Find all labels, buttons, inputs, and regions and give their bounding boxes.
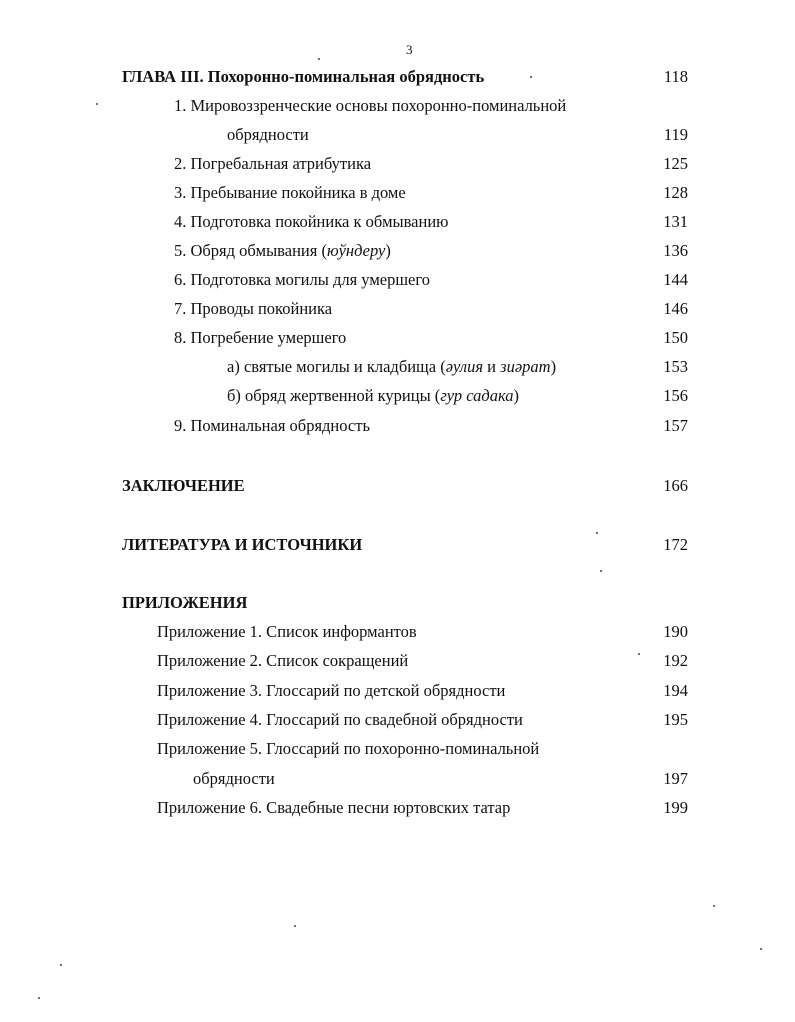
appendix-2: Приложение 2. Список сокращений xyxy=(157,651,409,670)
scan-speck xyxy=(60,964,62,966)
toc-item-5 xyxy=(174,241,391,261)
conclusion-page: 166 xyxy=(663,476,688,495)
appendix-5-line2: обрядности xyxy=(193,769,275,788)
toc-item-4: 4. Подготовка покойника к обмыванию xyxy=(174,212,449,231)
toc-item-5-prefix: 5. Обряд обмывания ( xyxy=(174,241,327,260)
appendix-1-page: 190 xyxy=(663,622,688,641)
toc-item-1-line1: 1. Мировоззренческие основы похоронно-поминальной xyxy=(174,96,567,115)
toc-item-8a-mid: и xyxy=(483,357,501,376)
toc-item-7-page: 146 xyxy=(663,299,688,318)
toc-item-8a-prefix: а) святые могилы и кладбища ( xyxy=(227,357,446,376)
appendix-3: Приложение 3. Глоссарий по детской обрядности xyxy=(157,681,506,700)
appendix-4: Приложение 4. Глоссарий по свадебной обрядности xyxy=(157,710,523,729)
scan-speck xyxy=(294,925,296,927)
toc-item-8b-term: гур садака xyxy=(440,386,514,405)
scan-speck xyxy=(596,532,598,534)
scan-speck xyxy=(713,905,715,907)
appendix-6: Приложение 6. Свадебные песни юртовских татар xyxy=(157,798,511,817)
toc-item-5-term: юўндеру xyxy=(326,241,386,260)
toc-item-8a-term2: зиәрат xyxy=(500,357,551,376)
scan-speck xyxy=(318,58,320,60)
toc-item-5-page: 136 xyxy=(663,241,688,260)
toc-item-5-suffix: ) xyxy=(385,241,391,260)
page-number: 3 xyxy=(406,42,413,57)
scan-speck xyxy=(760,948,762,950)
appendix-3-page: 194 xyxy=(663,681,688,700)
chapter-page: 118 xyxy=(663,67,688,86)
appendix-5-page: 197 xyxy=(663,769,688,788)
toc-item-6: 6. Подготовка могилы для умершего xyxy=(174,270,430,289)
appendix-6-page: 199 xyxy=(663,798,688,817)
toc-item-8b xyxy=(227,386,519,406)
toc-item-8-page: 150 xyxy=(663,328,688,347)
toc-item-9-page: 157 xyxy=(663,416,688,435)
chapter-title: ГЛАВА III. Похоронно-поминальная обрядность xyxy=(122,67,485,86)
scan-speck xyxy=(530,76,532,78)
appendix-4-page: 195 xyxy=(663,710,688,729)
conclusion-title: ЗАКЛЮЧЕНИЕ xyxy=(122,476,245,495)
toc-item-1-page: 119 xyxy=(663,125,688,144)
toc-item-2: 2. Погребальная атрибутика xyxy=(174,154,372,173)
scan-speck xyxy=(96,103,98,105)
appendix-1: Приложение 1. Список информантов xyxy=(157,622,417,641)
toc-item-8b-page: 156 xyxy=(663,386,688,405)
toc-item-8: 8. Погребение умершего xyxy=(174,328,347,347)
toc-item-4-page: 131 xyxy=(663,212,688,231)
literature-title: ЛИТЕРАТУРА И ИСТОЧНИКИ xyxy=(122,535,363,554)
toc-item-3: 3. Пребывание покойника в доме xyxy=(174,183,406,202)
toc-item-9: 9. Поминальная обрядность xyxy=(174,416,370,435)
toc-item-2-page: 125 xyxy=(663,154,688,173)
appendix-5-line1: Приложение 5. Глоссарий по похоронно-поминальной xyxy=(157,739,540,758)
toc-item-7: 7. Проводы покойника xyxy=(174,299,333,318)
toc-item-8a-term1: әулия xyxy=(445,357,484,376)
toc-item-8b-suffix: ) xyxy=(513,386,520,405)
toc-item-6-page: 144 xyxy=(663,270,688,289)
toc-item-1-line2: обрядности xyxy=(227,125,309,144)
scan-speck xyxy=(38,997,40,999)
literature-page: 172 xyxy=(663,535,688,554)
toc-item-8a xyxy=(227,357,556,377)
toc-item-8b-prefix: б) обряд жертвенной курицы ( xyxy=(227,386,441,405)
scan-speck xyxy=(600,570,602,572)
scan-speck xyxy=(638,653,640,655)
toc-item-8a-suffix: ) xyxy=(550,357,557,376)
appendix-2-page: 192 xyxy=(663,651,688,670)
toc-item-3-page: 128 xyxy=(663,183,688,202)
toc-item-8a-page: 153 xyxy=(663,357,688,376)
appendices-title: ПРИЛОЖЕНИЯ xyxy=(122,593,248,612)
